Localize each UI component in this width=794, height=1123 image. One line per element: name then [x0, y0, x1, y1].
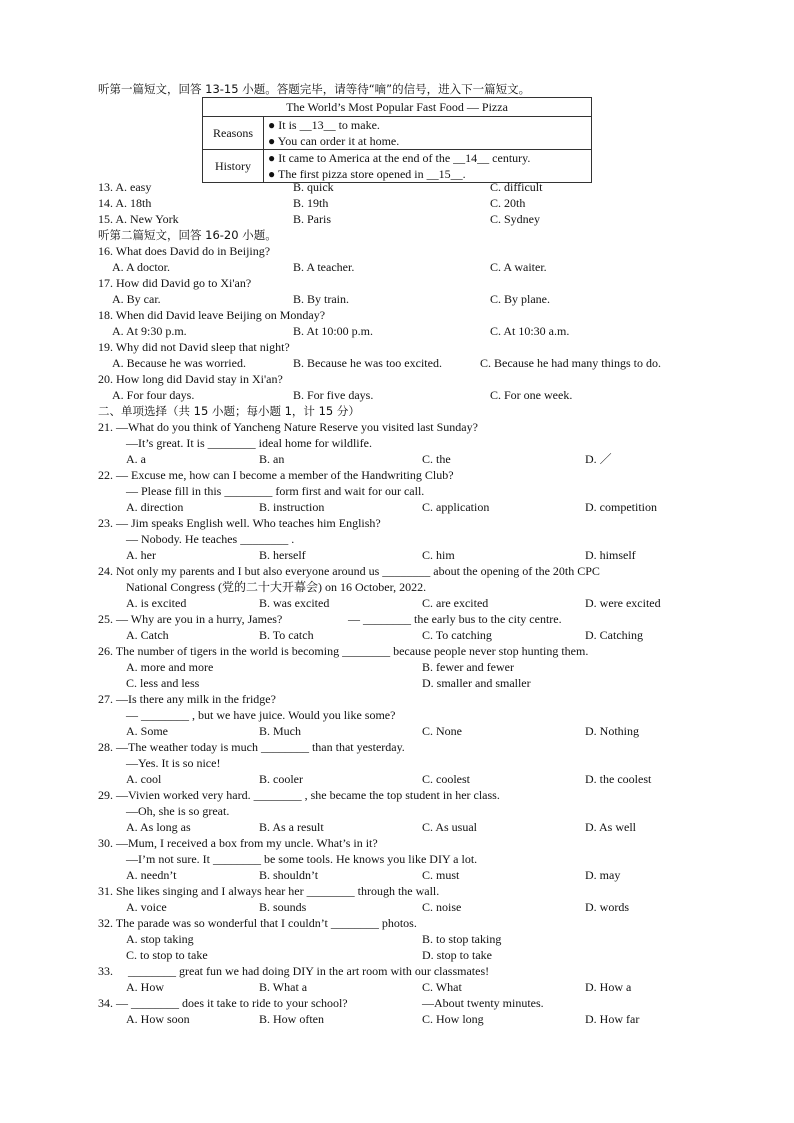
option-a: A. a [126, 452, 146, 466]
option-d: D. As well [585, 820, 636, 834]
option-a: A. is excited [126, 596, 187, 610]
section-intro-2: 听第二篇短文，回答 16-20 小题。 [98, 228, 277, 242]
option-d: D. stop to take [422, 948, 492, 962]
question-23-line1: 23. — Jim speaks English well. Who teaches him English? [98, 516, 381, 530]
option-c: C. As usual [422, 820, 478, 834]
option-d: D. the coolest [585, 772, 652, 786]
section-heading-2: 二、单项选择（共 15 小题；每小题 1，计 15 分） [98, 404, 360, 418]
option-b: B. How often [259, 1012, 324, 1026]
option-b: B. cooler [259, 772, 303, 786]
table-item: ● It came to America at the end of the __14__ century. [268, 151, 531, 165]
option-d: D. may [585, 868, 621, 882]
option-c: C. noise [422, 900, 462, 914]
option-b: B. was excited [259, 596, 330, 610]
option-b: B. Because he was too excited. [293, 356, 442, 370]
option-c: C. him [422, 548, 455, 562]
question-27-line2: — ________ , but we have juice. Would you like some? [126, 708, 396, 722]
option-a: A. her [126, 548, 156, 562]
option-c: C. A waiter. [490, 260, 547, 274]
table-cell-history [264, 150, 592, 183]
question-28-line2: —Yes. It is so nice! [126, 756, 221, 770]
option-a: A. Some [126, 724, 168, 738]
option-c: C. to stop to take [126, 948, 208, 962]
question-32-line1: 32. The parade was so wonderful that I couldn’t ________ photos. [98, 916, 417, 930]
option-d: D. smaller and smaller [422, 676, 531, 690]
option-a: A. Because he was worried. [112, 356, 246, 370]
option-d: D. words [585, 900, 629, 914]
option-a: A. By car. [112, 292, 161, 306]
option-b: B. shouldn’t [259, 868, 319, 882]
question-27-line1: 27. —Is there any milk in the fridge? [98, 692, 276, 706]
option-b: B. By train. [293, 292, 349, 306]
question-34-answer: —About twenty minutes. [422, 996, 544, 1010]
question-17-stem: 17. How did David go to Xi'an? [98, 276, 252, 290]
table-cell-reasons [264, 117, 592, 150]
option-a: A. For four days. [112, 388, 195, 402]
option-b: B. to stop taking [422, 932, 502, 946]
option-a: A. voice [126, 900, 167, 914]
question-20-stem: 20. How long did David stay in Xi'an? [98, 372, 283, 386]
option-c: C. are excited [422, 596, 489, 610]
option-d: D. How a [585, 980, 632, 994]
option-c: C. coolest [422, 772, 470, 786]
question-24-line2: National Congress (党的二十大开幕会) on 16 October, 2022. [126, 580, 427, 594]
option-c: C. What [422, 980, 462, 994]
option-b: B. sounds [259, 900, 307, 914]
option-c: C. By plane. [490, 292, 550, 306]
fast-food-table [202, 97, 592, 183]
option-a: 13. A. easy [98, 180, 152, 194]
option-b: B. Paris [293, 212, 332, 226]
option-d: D. competition [585, 500, 657, 514]
question-22-line2: — Please fill in this ________ form first and wait for our call. [126, 484, 425, 498]
option-b: B. an [259, 452, 285, 466]
option-c: C. None [422, 724, 462, 738]
question-23-line2: — Nobody. He teaches ________ . [126, 532, 295, 546]
question-21-line2: —It’s great. It is ________ ideal home for wildlife. [126, 436, 372, 450]
option-a: A. needn’t [126, 868, 177, 882]
option-d: D. Nothing [585, 724, 639, 738]
option-c: C. To catching [422, 628, 492, 642]
option-b: B. At 10:00 p.m. [293, 324, 374, 338]
table-title: The World’s Most Popular Fast Food — Pizza [203, 98, 592, 117]
question-21-line1: 21. —What do you think of Yancheng Nature Reserve you visited last Sunday? [98, 420, 478, 434]
question-19-stem: 19. Why did not David sleep that night? [98, 340, 290, 354]
option-b: B. A teacher. [293, 260, 355, 274]
table-item: ● You can order it at home. [268, 134, 400, 148]
option-b: B. Much [259, 724, 301, 738]
option-c: C. difficult [490, 180, 543, 194]
option-a: A. At 9:30 p.m. [112, 324, 187, 338]
option-c: C. Because he had many things to do. [480, 356, 661, 370]
option-a: A. stop taking [126, 932, 194, 946]
question-25-answer: — ________ the early bus to the city centre. [348, 612, 562, 626]
table-label-history: History [203, 150, 264, 183]
option-c: C. less and less [126, 676, 200, 690]
option-a: A. cool [126, 772, 162, 786]
question-30-line2: —I’m not sure. It ________ be some tools. He knows you like DIY a lot. [126, 852, 478, 866]
table-item: ● It is __13__ to make. [268, 118, 380, 132]
option-c: C. Sydney [490, 212, 541, 226]
option-d: D. Catching [585, 628, 643, 642]
option-d: D. How far [585, 1012, 640, 1026]
option-b: B. For five days. [293, 388, 374, 402]
option-d: D. ／ [585, 452, 612, 466]
option-a: A. Catch [126, 628, 169, 642]
question-28-line1: 28. —The weather today is much ________ than that yesterday. [98, 740, 405, 754]
option-b: B. herself [259, 548, 306, 562]
option-c: C. How long [422, 1012, 484, 1026]
option-c: C. must [422, 868, 460, 882]
option-a: 14. A. 18th [98, 196, 152, 210]
question-22-line1: 22. — Excuse me, how can I become a member of the Handwriting Club? [98, 468, 454, 482]
option-b: B. 19th [293, 196, 329, 210]
option-b: B. As a result [259, 820, 324, 834]
question-34-ask: 34. — ________ does it take to ride to your school? [98, 996, 348, 1010]
option-d: D. were excited [585, 596, 661, 610]
section-intro-1: 听第一篇短文，回答 13-15 小题。答题完毕，请等待“嘀”的信号，进入下一篇短文。 [98, 82, 531, 96]
option-d: D. himself [585, 548, 636, 562]
option-c: C. the [422, 452, 451, 466]
option-c: C. application [422, 500, 490, 514]
question-25-ask: 25. — Why are you in a hurry, James? [98, 612, 283, 626]
question-29-line1: 29. —Vivien worked very hard. ________ , she became the top student in her class. [98, 788, 500, 802]
option-c: C. At 10:30 a.m. [490, 324, 570, 338]
question-33-stem: ________ great fun we had doing DIY in the art room with our classmates! [128, 964, 490, 978]
option-a: A. direction [126, 500, 184, 514]
question-30-line1: 30. —Mum, I received a box from my uncle. What’s in it? [98, 836, 378, 850]
option-a: A. more and more [126, 660, 214, 674]
option-b: B. To catch [259, 628, 314, 642]
option-a: A. As long as [126, 820, 191, 834]
option-a: A. How soon [126, 1012, 190, 1026]
option-b: B. What a [259, 980, 308, 994]
question-24-line1: 24. Not only my parents and I but also everyone around us ________ about the opening of the 20th CPC [98, 564, 600, 578]
table-item: ● The first pizza store opened in __15__. [268, 167, 466, 181]
table-label-reasons: Reasons [203, 117, 264, 150]
question-16-stem: 16. What does David do in Beijing? [98, 244, 271, 258]
question-31-line1: 31. She likes singing and I always hear her ________ through the wall. [98, 884, 440, 898]
question-33-number: 33. [98, 964, 113, 978]
option-a: A. How [126, 980, 164, 994]
question-18-stem: 18. When did David leave Beijing on Monday? [98, 308, 326, 322]
question-26-line1: 26. The number of tigers in the world is becoming ________ because people never stop hunting them. [98, 644, 589, 658]
option-c: C. For one week. [490, 388, 573, 402]
option-a: A. A doctor. [112, 260, 171, 274]
option-a: 15. A. New York [98, 212, 179, 226]
option-b: B. fewer and fewer [422, 660, 514, 674]
question-29-line2: —Oh, she is so great. [126, 804, 230, 818]
option-b: B. quick [293, 180, 334, 194]
option-c: C. 20th [490, 196, 526, 210]
option-b: B. instruction [259, 500, 325, 514]
